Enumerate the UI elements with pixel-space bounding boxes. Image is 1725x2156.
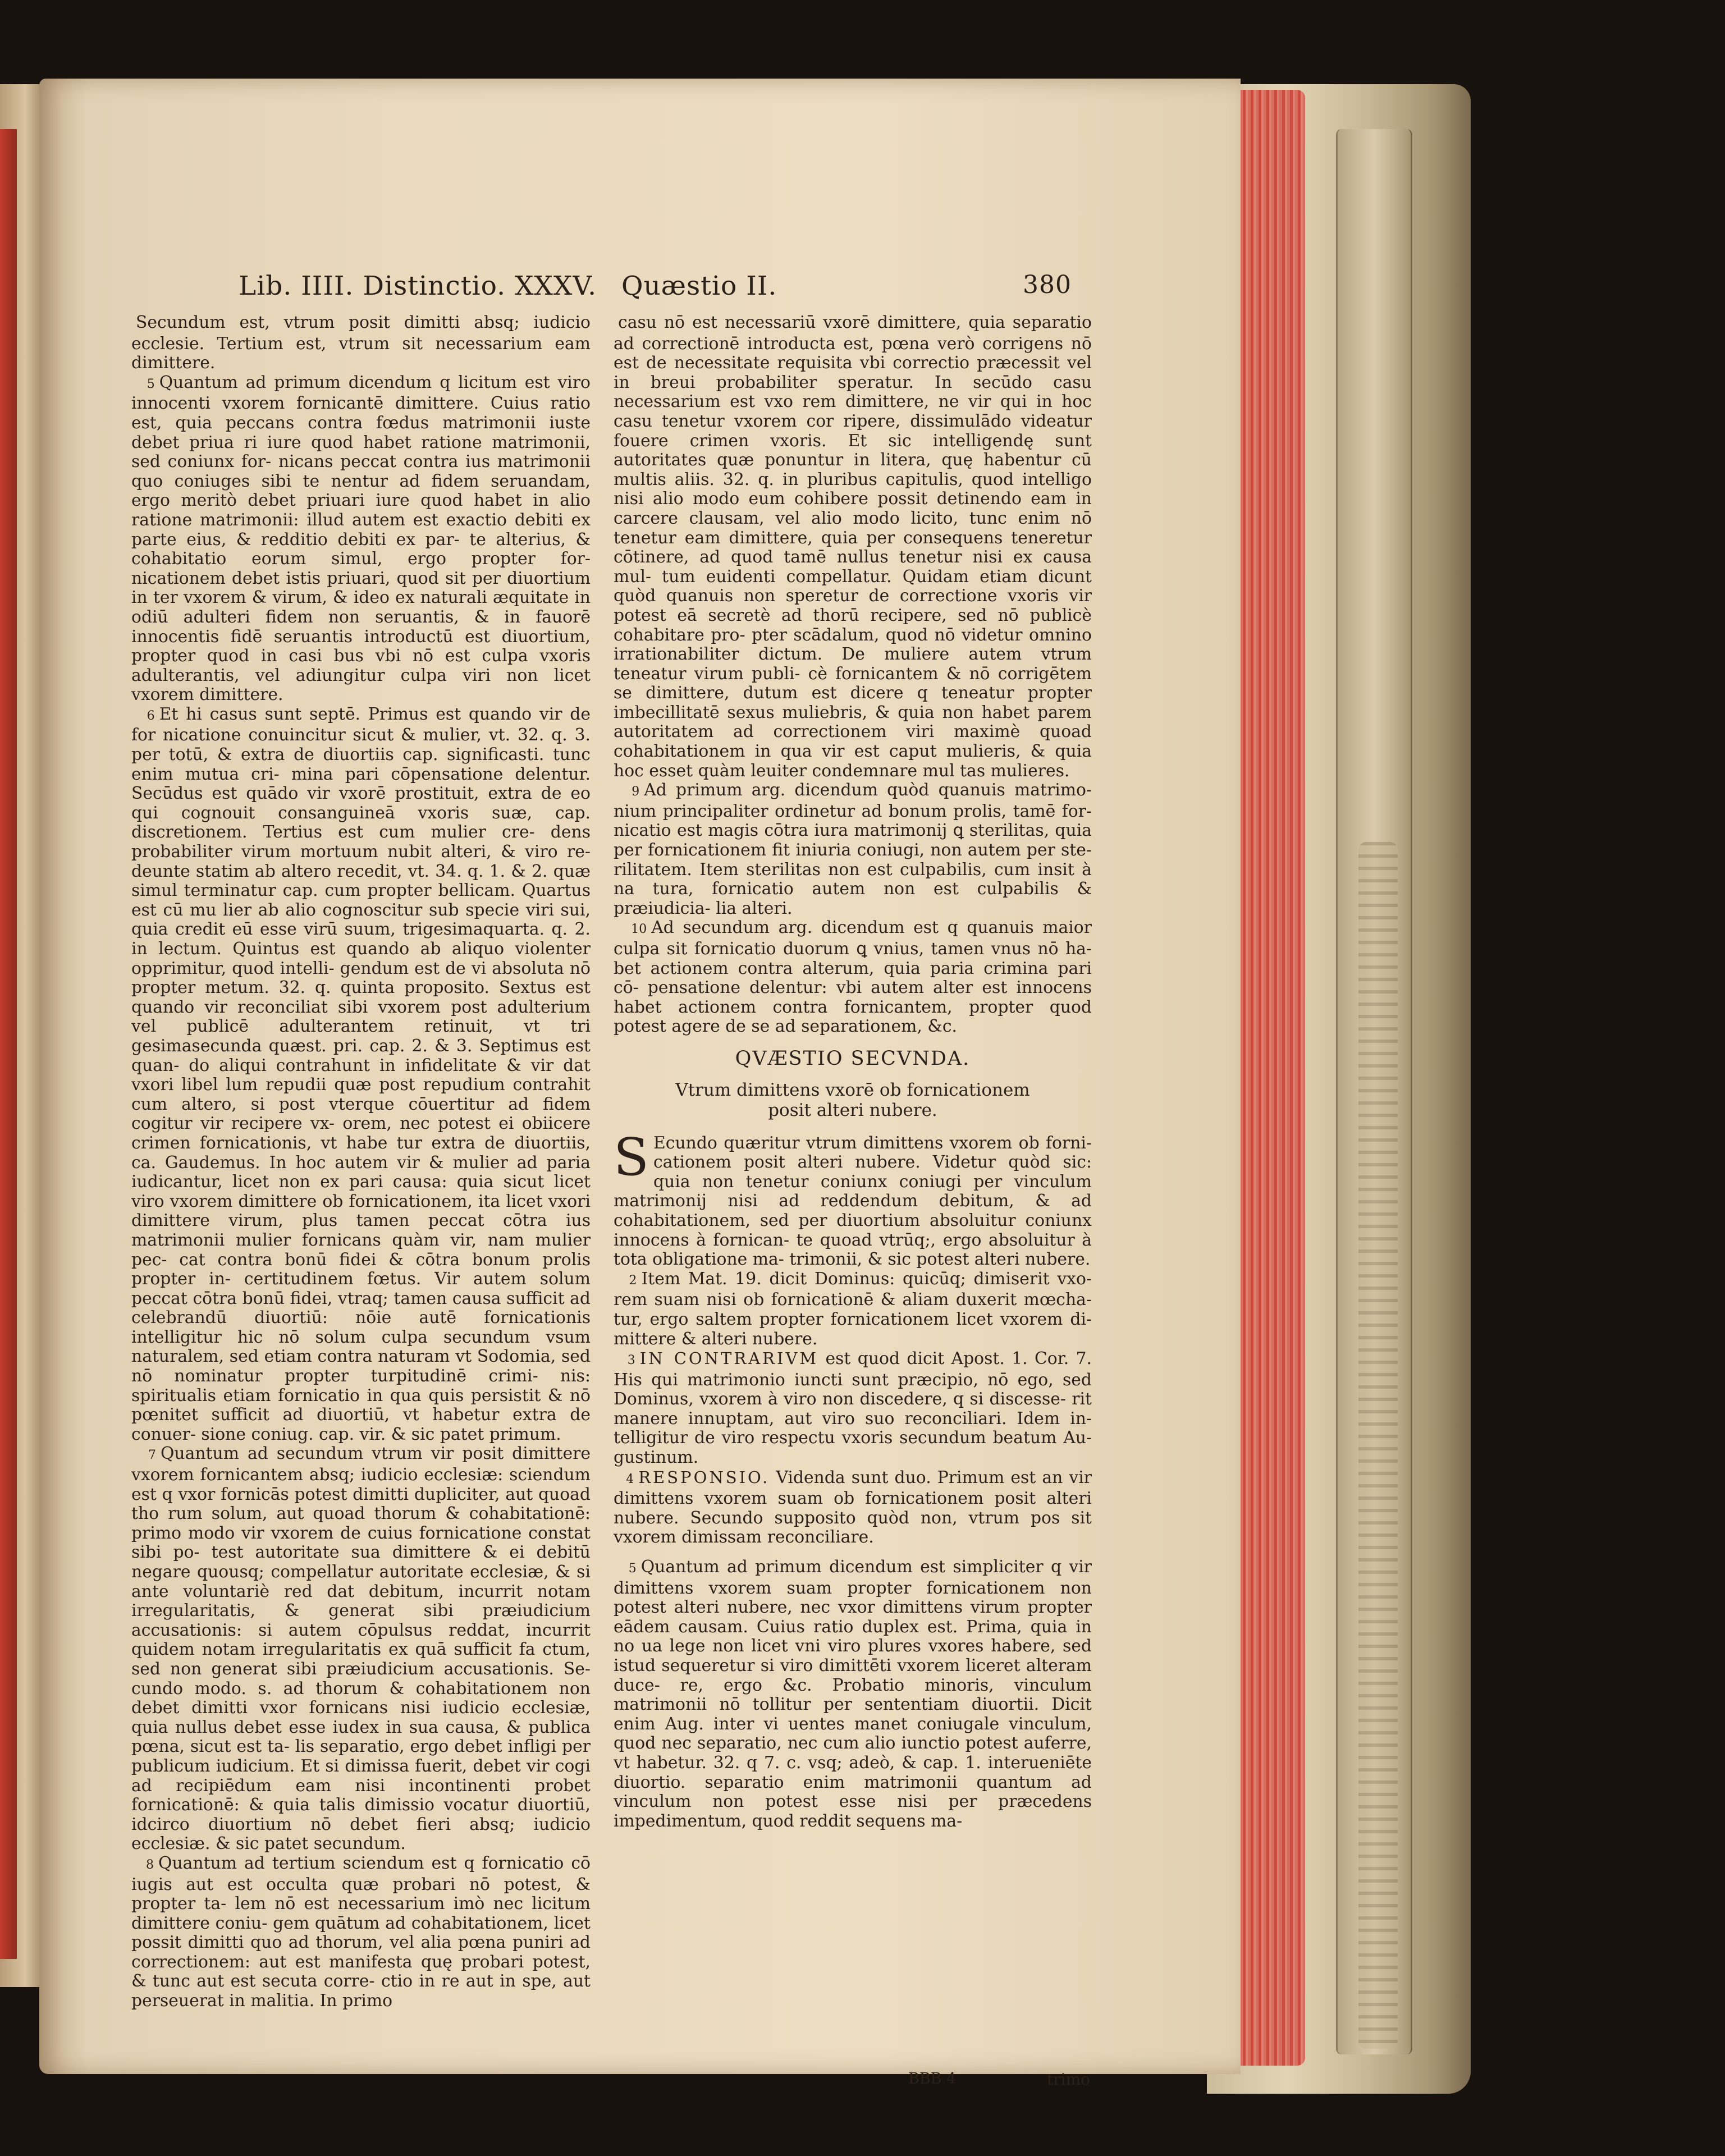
paragraph: 7 Quantum ad secundum vtrum vir posit dimittere vxorem fornicantem absq; iudicio ecclesiæ: sciendum est q vxor fornicās potest dimitti dupliciter, aut quoad tho rum solum, aut quoad thorum & cohabitationē: primo modo vir vxorem de cuius fornicatione constat sibi po- test autoritate sua dimittere & ei debitū negare quousq; compellatur autoritate ecclesiæ, & si ante voluntariè red dat debitum, incurrit notam irregularitatis, & generat sibi præiudicium accusationis: si autem cōpulsus reddat, incurrit quidem notam irregularitatis ex quā sufficit fa ctum, sed non generat sibi præiudicium accusationis. Se- cundo modo. s. ad thorum & cohabitationem non debet dimitti vxor fornicans nisi iudicio ecclesiæ, quia nullus debet esse iudex in sua causa, & publica pœna, sicut est ta- lis separatio, ergo debet infligi per publicum iudicium. Et si dimissa fuerit, debet vir cogi ad recipiēdum eam nisi incontinenti probet fornicationē: & quia talis dimissio vocatur diuortiū, idcirco diuortium nō debet fieri absq; iudicio ecclesiæ. & sic patet secundum. [131,1444,591,1854]
left-column [131,313,591,2011]
paragraph-number: 4 [626,1472,634,1486]
right-column [614,313,1092,1831]
paragraph: 6 Et hi casus sunt septē. Primus est quando vir de for nicatione conuincitur sicut & mulier, vt. 32. q. 3. per totū, & extra de diuortiis cap. significasti. tunc enim mutua cri- mina pari cōpensatione delentur. Secūdus est quādo vir vxorē prostituit, extra de eo qui cognouit consanguineā vxoris suæ, cap. discretionem. Tertius est cum mulier cre- dens probabiliter virum mortuum nubit alteri, & viro re- deunte statim ab altero recedit, vt. 34. q. 1. & 2. quæ simul terminatur cap. cum propter bellicam. Quartus est cū mu lier ab alio cognoscitur sub specie viri sui, quia credit eū esse virū suum, trigesimaquarta. q. 2. in lectum. Quintus est quando ab aliquo violenter opprimitur, quod intelli- gendum est de vi absoluta nō propter metum. 32. q. quinta proposito. Sextus est quando vir reconciliat sibi vxorem post adulterium vel publicē adulterantem retinuit, vt tri gesimasecunda quæst. pri. cap. 2. & 3. Septimus est quan- do aliqui contrahunt in infidelitate & vir dat vxori libel lum repudii quæ post repudium contrahit cum altero, si post vterque cōuertitur ad fidem cogitur vir recipere vx- orem, nec potest ei obiicere crimen fornicationis, vt habe tur extra de diuortiis, ca. Gaudemus. In hoc autem vir & mulier ad paria iudicantur, licet non ex pari causa: quia sicut licet viro vxorem dimittere ob fornicationem, ita licet vxori dimittere virum, plus tamen peccat cōtra ius matrimonii mulier fornicans quàm vir, nam mulier pec- cat contra bonū fidei & cōtra bonum prolis propter in- certitudinem fœtus. Vir autem solum peccat cōtra bonū fidei, vtraq; tamen causa sufficit ad celebrandū diuortiū: nōie autē fornicationis intelligitur hic nō solum culpa secundum vsum naturalem, sed etiam contra naturam vt Sodomia, sed nō nominatur propter turpitudinē crimi- nis: spiritualis etiam fornicatio in qua quis persistit & nō pœnitet sufficit ad diuortiū, vt habetur extra de conuer- sione coniug. cap. vir. & sic patet primum. [131,704,591,1444]
paragraph: 8 Quantum ad tertium sciendum est q fornicatio cō iugis aut est occulta quæ probari nō potest, & propter ta- lem nō est necessarium imò nec licitum dimittere coniu- gem quātum ad cohabitationem, licet possit dimitti quo ad thorum, vel alia pœna puniri ad correctionem: aut est manifesta quę probari potest, & tunc aut est secuta corre- ctio in re aut in spe, aut perseuerat in malitia. In primo [131,1853,591,2011]
question-title: Vtrum dimittens vxorē ob fornicationem posit alteri nubere. [675,1079,1030,1120]
small-caps-label: RESPONSIO. [638,1467,770,1487]
paragraph-number: 2 [629,1273,637,1288]
question-heading: QVÆSTIO SECVNDA. [735,1047,971,1070]
folio-number: 380 [1023,271,1072,299]
paragraph: 2 Item Mat. 19. dicit Dominus: quicūq; dimiserit vxo- rem suam nisi ob fornicationē & aliam duxerit mœcha- tur, ergo saltem propter fornicationem licet vxorem di- mittere & alteri nubere. [614,1269,1092,1349]
drop-cap: S [614,1127,649,1187]
paragraph-number: 8 [146,1857,154,1872]
paragraph-number: 9 [632,785,640,799]
red-page-edges [1232,90,1305,2066]
small-caps-label: IN CONTRARIVM [639,1349,819,1368]
paragraph-number: 6 [147,708,155,723]
binding-wear [1358,842,1398,2049]
paragraph-number: 10 [631,922,647,937]
running-head-right: Quæstio II. [621,271,777,301]
running-head [39,271,1241,310]
paragraph: 5 Quantum ad primum dicendum est simpliciter q vir dimittens vxorem suam propter fornicationem non potest alteri nubere, nec vxor dimittens virum propter eādem causam. Cuius ratio duplex est. Prima, quia in no ua lege non licet vni viro plures vxores habere, sed istud sequeretur si viro dimittēti vxorem liceret alteram duce- re, ergo &c. Probatio minoris, vinculum matrimonii nō tollitur per sententiam diuortii. Dicit enim Aug. inter vi uentes manet coniugale vinculum, quod nec separatio, nec cum alio iunctio potest auferre, vt habetur. 32. q 7. c. vsq; adeò, & cap. 1. interueniēte diuortio. separatio enim matrimonii quantum ad vinculum non potest esse nisi per præcedens impedimentum, quod reddit sequens ma- [614,1557,1092,1831]
opening-paragraph: S Ecundo quæritur vtrum dimittens vxorem ob forni- cationem posit alteri nubere. Videtur quòd sic: quia non tenetur coniunx coniugi per vinculum matrimonij nisi ad reddendum debitum, & ad cohabitationem, sed per diuortium absoluitur coniunx innocens à fornican- te quoad vtrūq;, ergo absoluitur à tota obligatione ma- trimonii, & sic potest alteri nubere. [614,1127,1092,1270]
paragraph: 3 IN CONTRARIVM est quod dicit Apost. 1. Cor. 7. His qui matrimonio iuncti sunt præcipio, nō ego, sed Dominus, vxorem à viro non discedere, q si discesse- rit manere innuptam, aut viro suo reconciliari. Idem in- telligitur de viro respectu vxoris secundum beatum Au- gustinum. [614,1349,1092,1468]
paragraph: 4 RESPONSIO. Videnda sunt duo. Primum est an vir dimittens vxorem suam ob fornicationem posit alteri nubere. Secundo supposito quòd non, vtrum pos sit vxorem dimissam reconciliare. [614,1467,1092,1548]
paragraph: 5 Quantum ad primum dicendum q licitum est viro innocenti vxorem fornicantē dimittere. Cuius ratio est, quia peccans contra fœdus matrimonii iuste debet priua ri iure quod habet ratione matrimonii, sed coniunx for- nicans peccat contra ius matrimonii quo coniuges sibi te nentur ad fidem seruandam, ergo meritò debet priuari iure quod habet in alio ratione matrimonii: illud autem est exactio debiti ex parte eius, & redditio debiti ex par- te alterius, & cohabitatio eorum simul, ergo propter for- nicationem debet istis priuari, quod sit per diuortium in ter vxorem & virum, & ideo ex naturali æquitate in odiū adulteri fidem non seruantis, & in fauorē innocentis fidē seruantis introductū est diuortium, propter quod in casi bus vbi nō est culpa vxoris adulterantis, vel adiungitur culpa viri non licet vxorem dimittere. [131,372,591,705]
paragraph-number: 5 [147,377,155,391]
running-head-left: Lib. IIII. Distinctio. XXXV. [239,271,597,301]
catchword: trimo [1047,2070,1090,2089]
previous-page-red-edge [0,129,17,1959]
paragraph-number: 5 [628,1562,637,1576]
signature-mark: BBB 4 [908,2070,957,2088]
paragraph: 9 Ad primum arg. dicendum quòd quanuis matrimo- nium principaliter ordinetur ad bonum prolis, tamē for- nicatio est magis cōtra iura matrimonij ꝗ sterilitas, quia per fornicationem fit iniuria coniugi, non autem per ste- rilitatem. Item sterilitas non est culpabilis, cum insit à na tura, fornicatio autem non est culpabilis & præiudicia- lia alteri. [614,780,1092,918]
paragraph: 10 Ad secundum arg. dicendum est q quanuis maior culpa sit fornicatio duorum ꝗ vnius, tamen vnus nō ha- bet actionem contra alterum, quia paria crimina pari cō- pensatione delentur: vbi autem alter est innocens habet actionem contra fornicantem, propter quod potest agere de se ad separationem, &c. [614,918,1092,1037]
paragraph: casu nō est necessariū vxorē dimittere, quia separatio ad correctionē introducta est, pœna verò corrigens nō est de necessitate requisita vbi correctio præcessit vel in breui probabiliter speratur. In secūdo casu necessarium est vxo rem dimittere, ne vir qui in hoc casu tenetur vxorem cor ripere, dissimulādo videatur fouere crimen vxoris. Et sic intelligendę sunt autoritates quæ ponuntur in litera, quę habentur cū multis aliis. 32. q. in pluribus capitulis, quod intelligo nisi alio modo eum cohibere possit detinendo eam in carcere clausam, vel alio modo licito, tunc enim nō tenetur eam dimittere, quia per consequens teneretur cōtinere, ad quod tamē nullus tenetur nisi ex causa mul- tum euidenti compellatur. Quidam etiam dicunt quòd quanuis non speretur de correctione vxoris vir potest eā secretè ad thorū recipere, sed nō publicè cohabitare pro- pter scādalum, quod nō videtur omnino irrationabiliter dictum. De muliere autem vtrum teneatur virum publi- cè fornicantem & nō corrigētem se dimittere, dutum est dicere q teneatur propter imbecillitatē sexus muliebris, & quia non habet parem autoritatem ad correctionem viri maximè quoad cohabitationem in qua vir est caput mulieris, & quia hoc esset quàm leuiter condemnare mul tas mulieres. [614,313,1092,781]
paragraph: Secundum est, vtrum posit dimitti absq; iudicio ecclesie. Tertium est, vtrum sit necessarium eam dimittere. [131,313,591,373]
paragraph-number: 3 [627,1353,635,1368]
paragraph-number: 7 [148,1448,156,1463]
book-page [39,79,1241,2089]
